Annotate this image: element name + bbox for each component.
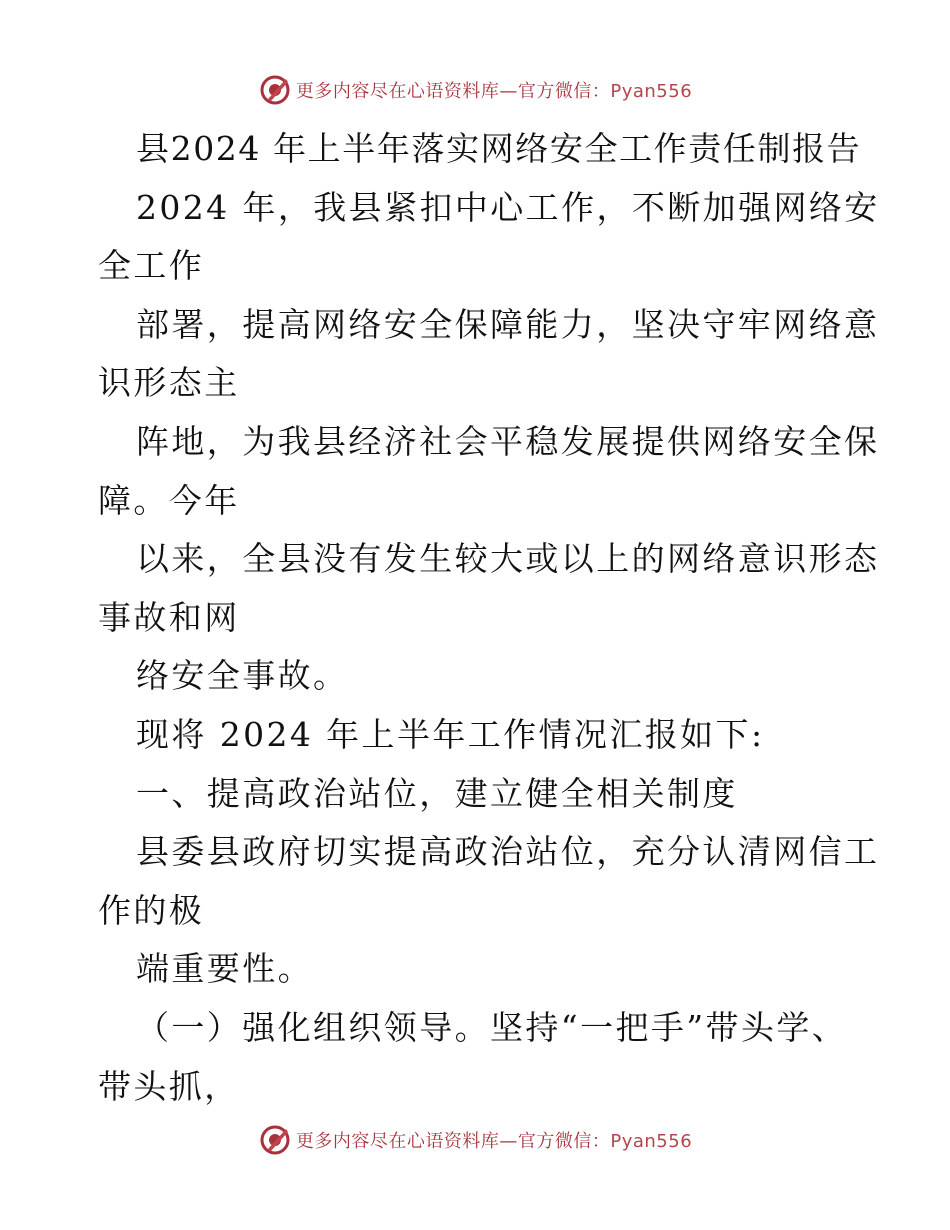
text-line: （一）强化组织领导。坚持“一把手”带头学、	[136, 1007, 848, 1047]
text-line: 带头抓，	[98, 1066, 240, 1106]
text-line: 一、提高政治站位，建立健全相关制度	[136, 773, 738, 813]
brand-logo-icon	[258, 73, 292, 107]
text-line: 县委县政府切实提高政治站位，充分认清网信工	[136, 832, 880, 872]
text-line: 障。今年	[98, 480, 240, 520]
watermark-wechat-id: Pyan556	[610, 1131, 693, 1152]
watermark-header	[0, 70, 950, 110]
document-body	[98, 120, 880, 1116]
text-line: 部署，提高网络安全保障能力，坚决守牢网络意	[136, 304, 880, 344]
brand-logo-icon	[258, 1123, 292, 1157]
text-line: 络安全事故。	[136, 656, 349, 696]
text-line: 现将 2024 年上半年工作情况汇报如下:	[136, 714, 765, 754]
text-line: 全工作	[98, 246, 205, 286]
watermark-footer	[0, 1120, 950, 1160]
text-line: 阵地，为我县经济社会平稳发展提供网络安全保	[136, 421, 880, 461]
text-line: 事故和网	[98, 597, 240, 637]
text-line: 以来，全县没有发生较大或以上的网络意识形态	[136, 539, 880, 579]
watermark-text: 更多内容尽在心语资料库—官方微信：Pyan556	[295, 1131, 693, 1152]
text-line: 2024 年，我县紧扣中心工作，不断加强网络安	[136, 187, 880, 227]
text-line: 作的极	[98, 890, 205, 930]
text-line: 端重要性。	[136, 949, 313, 989]
text-line: 识形态主	[98, 363, 240, 403]
document-title: 县2024 年上半年落实网络安全工作责任制报告	[136, 129, 862, 168]
watermark-wechat-id: Pyan556	[610, 81, 693, 102]
watermark-text: 更多内容尽在心语资料库—官方微信：Pyan556	[295, 81, 693, 102]
